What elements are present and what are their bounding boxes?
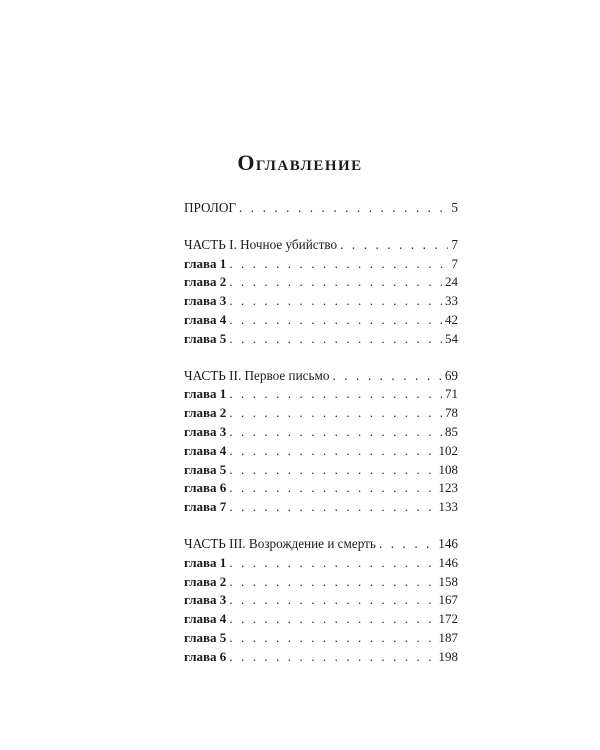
toc-entry-chapter[interactable] [184,292,458,311]
dot-leader [226,554,435,573]
dot-leader [226,629,435,648]
toc-entry-label: глава 1 [184,255,227,271]
toc-entry-page: 187 [438,629,458,645]
toc-entry-chapter[interactable] [184,404,458,423]
toc-entry-page: 146 [438,554,458,570]
toc-entry-part-2[interactable] [184,367,458,386]
dot-leader [226,442,435,461]
toc-entry-chapter[interactable] [184,591,458,610]
toc-entry-prologue[interactable] [184,199,458,218]
toc-entry-page: 123 [438,480,458,496]
toc-entry-page: 102 [438,442,458,458]
toc-entry-label: глава 7 [184,499,227,515]
toc-entry-chapter[interactable] [184,554,458,573]
toc-entry-label: глава 2 [184,405,227,421]
toc-entry-chapter[interactable] [184,311,458,330]
dot-leader [226,573,435,592]
toc-entry-page: 5 [451,200,458,215]
dot-leader [376,535,435,554]
dot-leader [329,367,441,386]
toc-entry-page: 78 [445,405,458,421]
toc-entry-page: 7 [451,236,458,252]
toc-entry-page: 42 [445,311,458,327]
dot-leader [236,199,448,218]
toc-entry-label: глава 2 [184,274,227,290]
toc-entry-part-1[interactable] [184,236,458,255]
toc-entry-chapter[interactable] [184,385,458,404]
toc-entry-label: ЧАСТЬ II. Первое письмо [184,367,330,383]
toc-entry-chapter[interactable] [184,610,458,629]
toc-entry-page: 85 [445,423,458,439]
toc-entry-label: ПРОЛОГ [184,200,236,215]
toc-entry-label: глава 4 [184,442,227,458]
toc-entry-page: 71 [445,386,458,402]
dot-leader [226,255,448,274]
toc-entry-label: глава 6 [184,480,227,496]
toc-entry-label: глава 3 [184,592,227,608]
dot-leader [226,610,435,629]
toc-entry-page: 146 [438,535,458,551]
dot-leader [226,404,442,423]
toc-entry-page: 33 [445,293,458,309]
toc-entry-page: 54 [445,330,458,346]
toc-entry-chapter[interactable] [184,479,458,498]
page-title: Оглавление [237,150,363,175]
dot-leader [226,273,442,292]
toc-entry-chapter[interactable] [184,648,458,667]
toc-entry-label: глава 4 [184,311,227,327]
toc-entry-chapter[interactable] [184,255,458,274]
toc-entry-chapter[interactable] [184,461,458,480]
toc-entry-label: глава 4 [184,611,227,627]
toc-entry-label: глава 6 [184,648,227,664]
dot-leader [226,461,435,480]
dot-leader [226,648,435,667]
toc-entry-label: глава 2 [184,573,227,589]
toc-entry-label: ЧАСТЬ I. Ночное убийство [184,236,338,252]
toc-entry-chapter[interactable] [184,442,458,461]
dot-leader [226,479,435,498]
toc-entry-label: глава 5 [184,330,227,346]
toc-entry-part-3[interactable] [184,535,458,554]
dot-leader [226,330,442,349]
toc-entry-chapter[interactable] [184,573,458,592]
toc-entry-page: 108 [438,461,458,477]
toc-entry-label: ЧАСТЬ III. Возрождение и смерть [184,535,376,551]
toc-entry-page: 198 [438,648,458,664]
dot-leader [226,498,435,517]
dot-leader [226,591,435,610]
toc-entry-label: глава 3 [184,423,227,439]
toc-entry-chapter[interactable] [184,423,458,442]
toc-entry-chapter[interactable] [184,273,458,292]
toc-entry-page: 24 [445,274,458,290]
toc-entry-label: глава 3 [184,293,227,309]
toc-entry-page: 7 [451,255,458,271]
toc-entry-page: 172 [438,611,458,627]
dot-leader [226,423,442,442]
toc-entry-page: 133 [438,499,458,515]
dot-leader [226,292,442,311]
toc-entry-label: глава 5 [184,461,227,477]
toc-entry-page: 69 [444,367,458,383]
toc-entry-chapter[interactable] [184,498,458,517]
toc-entry-label: глава 1 [184,554,227,570]
toc-entry-label: глава 1 [184,386,227,402]
table-of-contents [184,199,458,667]
dot-leader [226,385,442,404]
toc-entry-label: глава 5 [184,629,227,645]
toc-entry-chapter[interactable] [184,330,458,349]
toc-entry-page: 158 [438,573,458,589]
dot-leader [337,236,448,255]
toc-entry-page: 167 [438,592,458,608]
toc-entry-chapter[interactable] [184,629,458,648]
dot-leader [226,311,442,330]
